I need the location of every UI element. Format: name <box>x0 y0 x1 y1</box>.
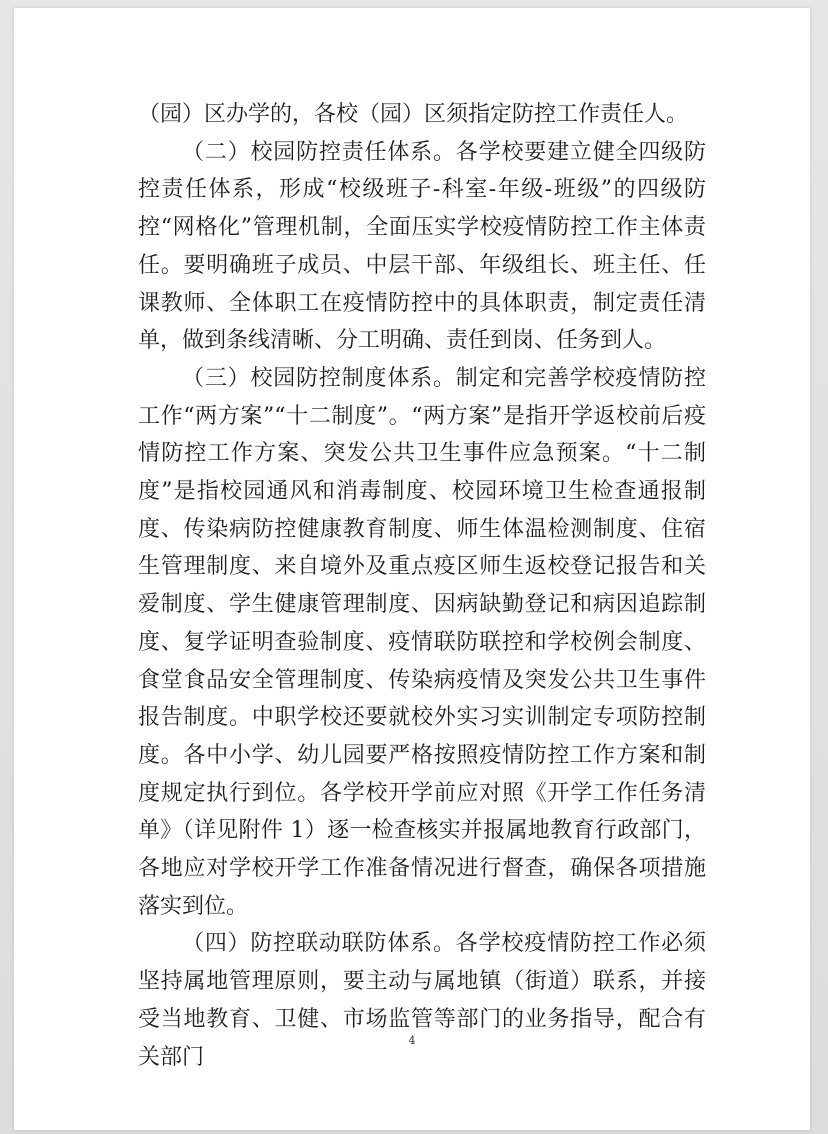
page-number: 4 <box>408 1034 416 1047</box>
paragraph-continuation: （园）区办学的，各校（园）区须指定防控工作责任人。 <box>138 102 689 127</box>
paragraph-institution-system: （三）校园防控制度体系。制定和完善学校疫情防控工作“两方案”“十二制度”。“两方案”是指开学返校前后疫情防控工作方案、突发公共卫生事件应急预案。“十二制度”是指校园通风和消毒制度、校园环境卫生检查通报制度、传染病防控健康教育制度、师生体温检测制度、住宿生管理制度、来自境外及重点疫区师生返校登记报告和关爱制度、学生健康管理制度、因病缺勤登记和病因追踪制度、复学证明查验制度、疫情联防联控和学校例会制度、食堂食品安全管理制度、传染病疫情及突发公共卫生事件报告制度。中职学校还要就校外实习实训制定专项防控制度。各中小学、幼儿园要严格按照疫情防控工作方案和制度规定执行到位。各学校开学前应对照《开学工作任务清单》（详见附件 1）逐一检查核实并报属地教育行政部门，各地应对学校开学工作准备情况进行督查，确保各项措施落实到位。 <box>138 365 706 919</box>
body-text <box>138 96 706 1076</box>
paragraph-joint-prevention-system: （四）防控联动联防体系。各学校疫情防控工作必须坚持属地管理原则，要主动与属地镇（街道）联系，并接受当地教育、卫健、市场监管等部门的业务指导，配合有关部门 <box>138 931 706 1070</box>
paragraph-responsibility-system: （二）校园防控责任体系。各学校要建立健全四级防控责任体系，形成“校级班子-科室-年级-班级”的四级防控“网格化”管理机制，全面压实学校疫情防控工作主体责任。要明确班子成员、中层干部、年级组长、班主任、任课教师、全体职工在疫情防控中的具体职责，制定责任清单，做到条线清晰、分工明确、责任到岗、任务到人。 <box>138 139 706 354</box>
document-page <box>14 8 810 1130</box>
